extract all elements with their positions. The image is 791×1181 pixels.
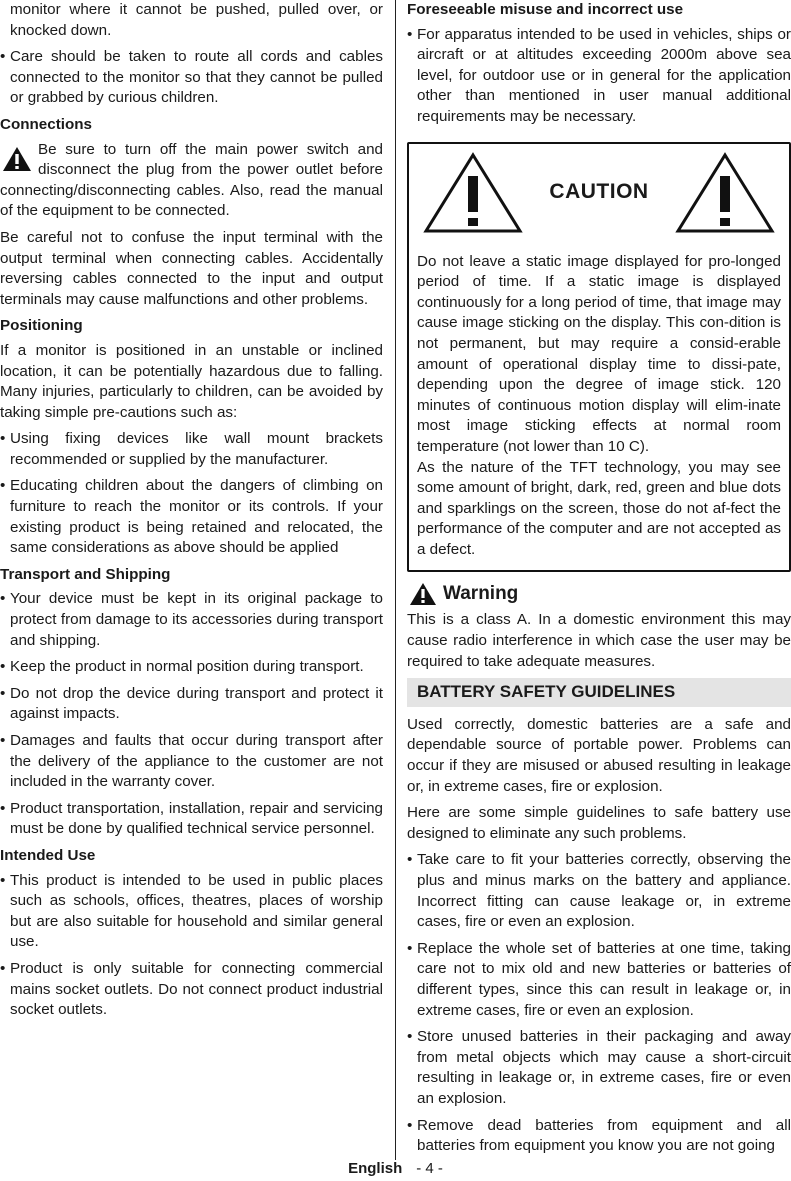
left-column (0, 0, 383, 1027)
list-item: • Keep the product in normal position during transport. (0, 657, 383, 678)
caution-header (417, 152, 781, 252)
column-divider (395, 0, 396, 1160)
connections-paragraph (0, 140, 383, 222)
list-item: • Store unused batteries in their packaging and away from metal objects which may cause a short-circuit resulting in leakage or, in extreme cases, fire or even an explosion. (407, 1027, 791, 1109)
intended-use-heading: Intended Use (0, 846, 96, 864)
right-column (407, 0, 791, 1163)
battery-text-2: Here are some simple guidelines to safe battery use designed to eliminate any such problems. (407, 804, 791, 842)
list-item: monitor where it cannot be pushed, pulled over, or knocked down. (10, 1, 383, 39)
page-number: - 4 - (416, 1160, 443, 1177)
positioning-text: If a monitor is positioned in an unstable or inclined location, it can be potentially hazardous due to falling. Many injuries, particularly to children, can be avoided by taking simple pre-cautions such as: (0, 341, 383, 421)
transport-heading: Transport and Shipping (0, 565, 171, 583)
warning-heading: Warning (443, 583, 519, 605)
caution-triangle-icon (423, 152, 523, 234)
list-item: • Care should be taken to route all cords and cables connected to the monitor so that they cannot be pulled or grabbed by curious children. (0, 47, 383, 109)
list-item: • Remove dead batteries from equipment and all batteries from equipment you know you are not going (407, 1116, 791, 1157)
connections-heading: Connections (0, 115, 92, 133)
list-item: • Using fixing devices like wall mount brackets recommended or supplied by the manufacturer. (0, 429, 383, 470)
list-item: • Your device must be kept in its original package to protect from damage to its accessories during transport and shipping. (0, 589, 383, 651)
list-item: • Do not drop the device during transport and protect it against impacts. (0, 684, 383, 725)
transport-list (0, 589, 383, 840)
warning-text: This is a class A. In a domestic environment this may cause radio interference in which case the user may be required to take adequate measures. (407, 611, 791, 670)
list-item: • This product is intended to be used in public places such as schools, offices, theatres, places of worship but are also suitable for household and similar general use. (0, 871, 383, 953)
positioning-heading: Positioning (0, 317, 83, 335)
intended-use-list (0, 871, 383, 1021)
list-item: • Damages and faults that occur during transport after the delivery of the appliance to the customer are not included in the warranty cover. (0, 731, 383, 793)
misuse-heading: Foreseeable misuse and incorrect use (407, 1, 684, 18)
warning-triangle-icon (409, 582, 437, 606)
page-footer (0, 1160, 791, 1177)
caution-title: CAUTION (549, 180, 649, 204)
footer-language: English (348, 1160, 403, 1177)
warning-triangle-icon (2, 146, 32, 172)
list-item: • Replace the whole set of batteries at one time, taking care not to mix old and new batteries or batteries of different types, since this can result in leakage or, in extreme cases, fire or even an explosion. (407, 939, 791, 1021)
warning-heading-row (409, 582, 791, 606)
list-item: • Educating children about the dangers of climbing on furniture to reach the monitor or its controls. If your existing product is being retained and relocated, the same considerations as above should be applied (0, 476, 383, 558)
list-item: • Take care to fit your batteries correctly, observing the plus and minus marks on the battery and appliance. Incorrect fitting can cause leakage or, in extreme cases, fire or even an explosion. (407, 850, 791, 932)
positioning-list (0, 429, 383, 559)
list-item: • For apparatus intended to be used in vehicles, ships or aircraft or at altitudes exceeding 2000m above sea level, for outdoor use or in general for the application other than mentioned in user manual additional requirements may be necessary. (407, 25, 791, 128)
intro-list (0, 0, 383, 109)
battery-list (407, 850, 791, 1156)
list-item: • Product is only suitable for connecting commercial mains socket outlets. Do not connect product industrial socket outlets. (0, 959, 383, 1021)
caution-triangle-icon (675, 152, 775, 234)
caution-text-2: As the nature of the TFT technology, you may see some amount of bright, dark, red, green and blue dots and sparklings on the screen, those do not af-fect the performance of the computer and are not accepted as a defect. (417, 458, 781, 558)
caution-text: Do not leave a static image displayed for pro-longed period of time. If a static image is displayed continuously for a long period of time, that image may cause image sticking on the display. This con-dition is not permanent, but may require a consid-erable amount of operational display time to dissi-pate, depending upon the degree of image stick. 120 minutes of continuous motion display will elim-inate most image sticking effects at normal room temperature (not lower than 10 C). (417, 252, 781, 455)
connections-text-2: Be careful not to confuse the input terminal with the output terminal when connecting cables. Accidentally reversing cables connected to the input and output terminals may cause malfunctions and other problems. (0, 228, 383, 308)
misuse-list (407, 25, 791, 128)
battery-safety-heading: BATTERY SAFETY GUIDELINES (407, 678, 791, 707)
list-item: • Product transportation, installation, repair and servicing must be done by qualified technical service personnel. (0, 799, 383, 840)
connections-text: Be sure to turn off the main power switch and disconnect the plug from the power outlet before connecting/disconnecting cables. Also, read the manual of the equipment to be connected. (0, 140, 383, 220)
caution-box (407, 142, 791, 573)
battery-text: Used correctly, domestic batteries are a safe and dependable source of portable power. Problems can occur if they are misused or abused resulting in leakage or, in extreme cases, fire or explosion. (407, 715, 791, 795)
